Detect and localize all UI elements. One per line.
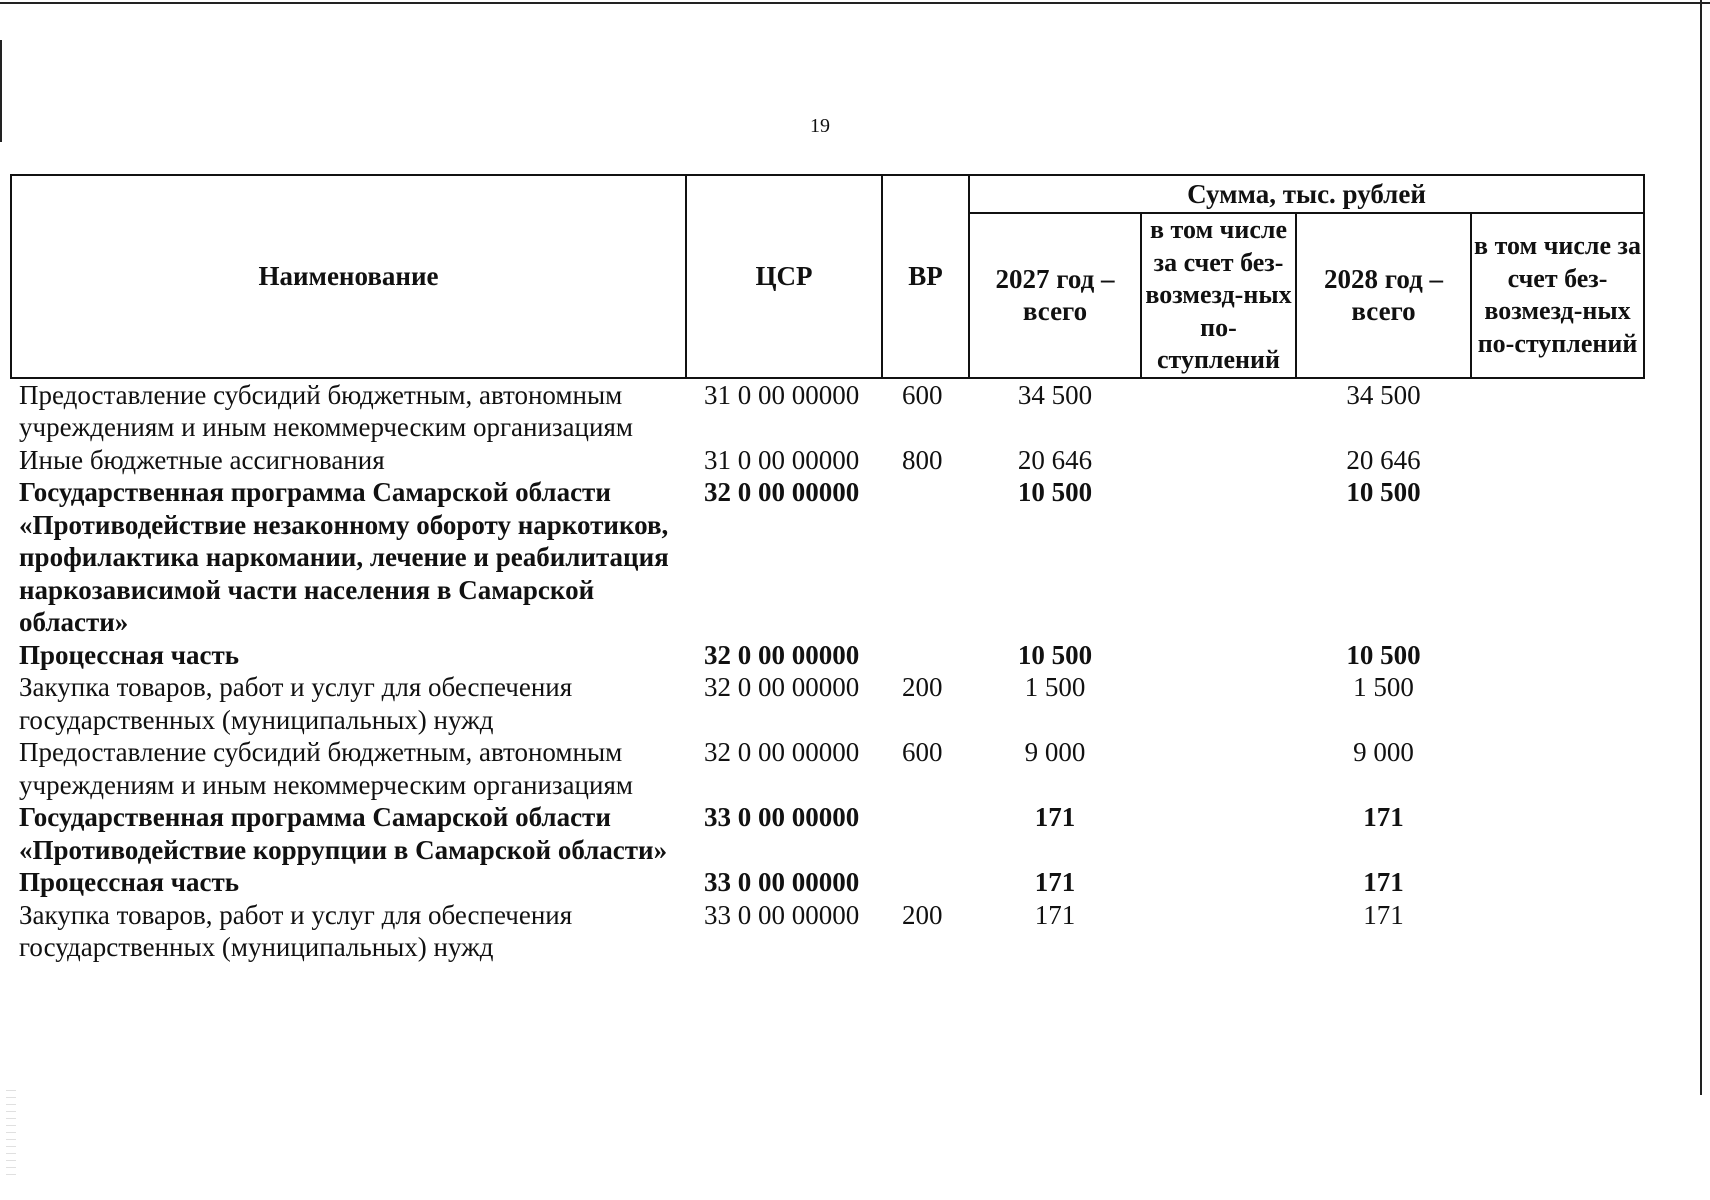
- row-name: Предоставление субсидий бюджетным, автономным учреждениям и иным некоммерческим организациям: [19, 379, 633, 442]
- table-row: [11, 866, 1644, 899]
- row-2027-free: [1141, 899, 1296, 964]
- row-csr: 32 0 00 00000: [704, 639, 860, 670]
- row-vr: 200: [902, 899, 943, 930]
- table-body: [11, 378, 1644, 964]
- row-2028-total: 171: [1363, 899, 1404, 930]
- row-vr: [882, 476, 969, 639]
- row-2028-total: 10 500: [1346, 639, 1421, 670]
- row-2027-total: 9 000: [1024, 737, 1086, 767]
- row-2028-free: [1471, 378, 1644, 444]
- row-2027-free: [1141, 801, 1296, 866]
- row-vr: 600: [902, 737, 943, 767]
- row-2028-free: [1471, 866, 1644, 899]
- row-csr: 33 0 00 00000: [704, 899, 860, 930]
- row-name: Процессная часть: [19, 639, 240, 670]
- row-vr: 800: [902, 444, 943, 475]
- row-2027-total: 1 500: [1024, 672, 1086, 702]
- table-row: [11, 476, 1644, 639]
- scan-speckle: [6, 1090, 16, 1180]
- row-2027-free: [1141, 476, 1296, 639]
- row-2028-total: 20 646: [1346, 444, 1421, 475]
- row-2028-total: 171: [1363, 802, 1404, 832]
- header-2028-free: в том числе за счет без-возмезд-ных по-ступлений: [1471, 213, 1644, 378]
- row-2028-total: 34 500: [1346, 379, 1421, 410]
- header-2027-total: 2027 год – всего: [969, 213, 1141, 378]
- row-vr: [882, 866, 969, 899]
- row-csr: 32 0 00 00000: [704, 672, 860, 702]
- scan-edge-top: [0, 2, 1710, 4]
- row-name: Иные бюджетные ассигнования: [19, 444, 385, 475]
- row-name: Процессная часть: [19, 867, 240, 897]
- table-row: [11, 801, 1644, 866]
- row-csr: 32 0 00 00000: [704, 737, 860, 767]
- row-2027-total: 171: [1034, 802, 1076, 832]
- table-row: [11, 671, 1644, 736]
- row-csr: 31 0 00 00000: [704, 379, 860, 410]
- header-sum-group: Сумма, тыс. рублей: [969, 175, 1644, 213]
- row-name: Предоставление субсидий бюджетным, автономным учреждениям и иным некоммерческим организациям: [19, 737, 633, 800]
- row-vr: 600: [902, 379, 943, 410]
- row-2028-free: [1471, 736, 1644, 801]
- row-vr: [882, 639, 969, 672]
- header-name: Наименование: [11, 175, 686, 378]
- row-2027-free: [1141, 671, 1296, 736]
- row-csr: 33 0 00 00000: [704, 802, 860, 832]
- row-csr: 32 0 00 00000: [704, 477, 860, 507]
- header-2027-free: в том числе за счет без-возмезд-ных по-ступлений: [1141, 213, 1296, 378]
- row-2028-free: [1471, 639, 1644, 672]
- row-2028-total: 171: [1363, 867, 1404, 897]
- row-2027-free: [1141, 639, 1296, 672]
- budget-table: [10, 174, 1645, 964]
- row-2027-free: [1141, 444, 1296, 477]
- row-csr: 31 0 00 00000: [704, 444, 860, 475]
- table-row: [11, 378, 1644, 444]
- row-2028-total: 10 500: [1346, 477, 1421, 507]
- row-2027-free: [1141, 866, 1296, 899]
- table-row: [11, 639, 1644, 672]
- row-2028-free: [1471, 899, 1644, 964]
- row-2028-free: [1471, 671, 1644, 736]
- row-2027-total: 171: [1034, 867, 1076, 897]
- row-2028-free: [1471, 444, 1644, 477]
- row-name: Государственная программа Самарской области «Противодействие незаконному обороту наркотиков, профилактика наркомании, лечение и реабилитация наркозависимой части населения в Самарской области»: [19, 477, 669, 637]
- row-2027-total: 10 500: [1017, 639, 1093, 670]
- page-number: 19: [810, 115, 830, 137]
- row-csr: 33 0 00 00000: [704, 867, 860, 897]
- row-2028-total: 9 000: [1353, 737, 1414, 767]
- row-2027-free: [1141, 378, 1296, 444]
- scan-edge-right: [1700, 0, 1702, 1095]
- header-csr: ЦСР: [686, 175, 882, 378]
- table-row: [11, 444, 1644, 477]
- header-vr: ВР: [882, 175, 969, 378]
- row-2027-total: 10 500: [1017, 477, 1093, 507]
- table-row: [11, 736, 1644, 801]
- row-name: Государственная программа Самарской области «Противодействие коррупции в Самарской области»: [19, 802, 668, 865]
- row-2028-total: 1 500: [1353, 672, 1414, 702]
- row-2027-free: [1141, 736, 1296, 801]
- row-2028-free: [1471, 801, 1644, 866]
- table-row: [11, 899, 1644, 964]
- row-2027-total: 20 646: [1017, 444, 1093, 475]
- header-2028-total: 2028 год – всего: [1296, 213, 1471, 378]
- table-header: [11, 175, 1644, 378]
- row-2028-free: [1471, 476, 1644, 639]
- scan-edge-left: [0, 40, 2, 142]
- row-2027-total: 171: [1034, 899, 1076, 930]
- row-name: Закупка товаров, работ и услуг для обеспечения государственных (муниципальных) нужд: [19, 899, 573, 962]
- row-vr: 200: [902, 672, 943, 702]
- row-vr: [882, 801, 969, 866]
- row-2027-total: 34 500: [1017, 379, 1093, 410]
- row-name: Закупка товаров, работ и услуг для обеспечения государственных (муниципальных) нужд: [19, 672, 573, 735]
